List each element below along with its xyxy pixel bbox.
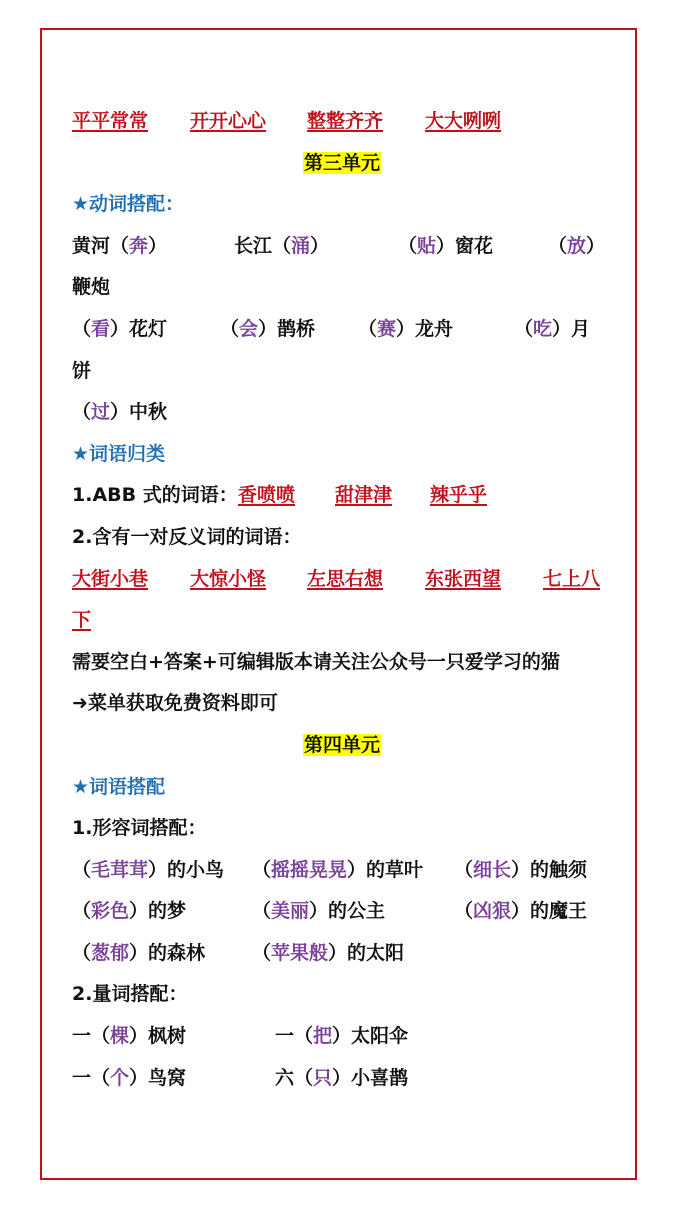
- answer: 赛: [377, 317, 397, 340]
- antonym-word: 大街小巷: [72, 567, 149, 590]
- answer: 摇摇晃晃: [271, 858, 348, 881]
- abb-word: 辣乎乎: [430, 484, 488, 507]
- measure-pair: 一（棵）枫树: [72, 1025, 187, 1048]
- antonym-word: 大惊小怪: [190, 567, 267, 590]
- adj-label: 1.形容词搭配：: [72, 817, 207, 840]
- antonym-wrap-line: [72, 600, 612, 642]
- adj-row: [72, 933, 612, 975]
- top-word: 开开心心: [190, 110, 267, 132]
- verb-row-wrap: 饼: [72, 359, 92, 382]
- verb-pair: （赛）龙舟: [358, 317, 454, 340]
- answer: 美丽: [271, 900, 310, 923]
- top-word: 整整齐齐: [307, 110, 384, 132]
- answer: 放: [567, 234, 587, 257]
- adj-pair: （凶狠）的魔王: [454, 900, 588, 923]
- answer: 吃: [533, 317, 553, 340]
- verb-pair: （贴）窗花: [398, 234, 494, 257]
- verb-pair: （吃）月: [514, 317, 591, 340]
- measure-pair: 六（只）小喜鹊: [275, 1066, 409, 1089]
- answer: 把: [313, 1025, 333, 1048]
- verb-row: [72, 392, 612, 434]
- verb-row: [72, 309, 612, 351]
- unit4-title: 第四单元: [303, 733, 380, 756]
- abb-line: [72, 475, 612, 517]
- antonym-word: 东张西望: [425, 567, 502, 590]
- answer: 贴: [417, 234, 437, 257]
- answer: 看: [91, 317, 111, 340]
- antonym-word-wrap: 下: [72, 609, 92, 632]
- top-word: 平平常常: [72, 110, 149, 132]
- verb-pair: 长江（涌）: [234, 234, 330, 257]
- answer: 奔: [129, 234, 149, 257]
- abb-word: 香喷喷: [238, 484, 296, 507]
- adj-pair: （美丽）的公主: [252, 900, 386, 923]
- answer: 凶狠: [473, 900, 512, 923]
- measure-row: [72, 1058, 612, 1100]
- adj-row: [72, 891, 612, 933]
- answer: 毛茸茸: [91, 858, 149, 881]
- answer: 会: [239, 317, 259, 340]
- answer: 只: [313, 1066, 333, 1089]
- adj-pair: （细长）的触须: [454, 858, 588, 881]
- adj-pair: （毛茸茸）的小鸟: [72, 858, 225, 881]
- answer: 涌: [291, 234, 311, 257]
- adj-row: [72, 850, 612, 892]
- adj-pair: （苹果般）的太阳: [252, 941, 405, 964]
- answer: 葱郁: [91, 941, 130, 964]
- unit4-title-line: [72, 725, 612, 767]
- answer: 苹果般: [271, 941, 329, 964]
- measure-pair: 一（个）鸟窝: [72, 1066, 187, 1089]
- answer: 细长: [473, 858, 512, 881]
- verb-pair: （会）鹊桥: [220, 317, 316, 340]
- classify-heading: ★词语归类: [72, 442, 166, 465]
- word-heading: ★词语搭配: [72, 775, 166, 798]
- antonym-word: 左思右想: [307, 567, 384, 590]
- answer: 个: [110, 1066, 130, 1089]
- antonym-word: 七上八: [543, 567, 601, 590]
- abb-label: 1.ABB 式的词语：: [72, 484, 238, 507]
- worksheet-content: [72, 101, 612, 1099]
- top-words-line: [72, 101, 612, 143]
- answer: 彩色: [91, 900, 130, 923]
- adj-pair: （彩色）的梦: [72, 900, 187, 923]
- verb-pair: （看）花灯: [72, 317, 168, 340]
- unit3-title: 第三单元: [303, 151, 380, 174]
- verb-pair: 黄河（奔）: [72, 234, 168, 257]
- verb-pair: （过）中秋: [72, 401, 168, 424]
- abb-word: 甜津津: [335, 484, 393, 507]
- antonym-line: [72, 559, 612, 601]
- notice-line: ➜菜单获取免费资料即可: [72, 692, 278, 715]
- measure-pair: 一（把）太阳伞: [275, 1025, 409, 1048]
- measure-row: [72, 1016, 612, 1058]
- answer: 过: [91, 401, 111, 424]
- adj-pair: （摇摇晃晃）的草叶: [252, 858, 424, 881]
- adj-pair: （葱郁）的森林: [72, 941, 206, 964]
- answer: 棵: [110, 1025, 130, 1048]
- verb-heading: ★动词搭配：: [72, 193, 185, 216]
- antonym-label: 2.含有一对反义词的词语：: [72, 525, 302, 548]
- unit3-title-line: [72, 143, 612, 185]
- verb-row-wrap: 鞭炮: [72, 276, 111, 299]
- top-word: 大大咧咧: [425, 110, 502, 132]
- measure-label: 2.量词搭配：: [72, 983, 188, 1006]
- notice-line: 需要空白+答案+可编辑版本请关注公众号一只爱学习的猫: [72, 650, 560, 673]
- verb-pair: （放）: [548, 234, 606, 257]
- verb-row: [72, 226, 612, 268]
